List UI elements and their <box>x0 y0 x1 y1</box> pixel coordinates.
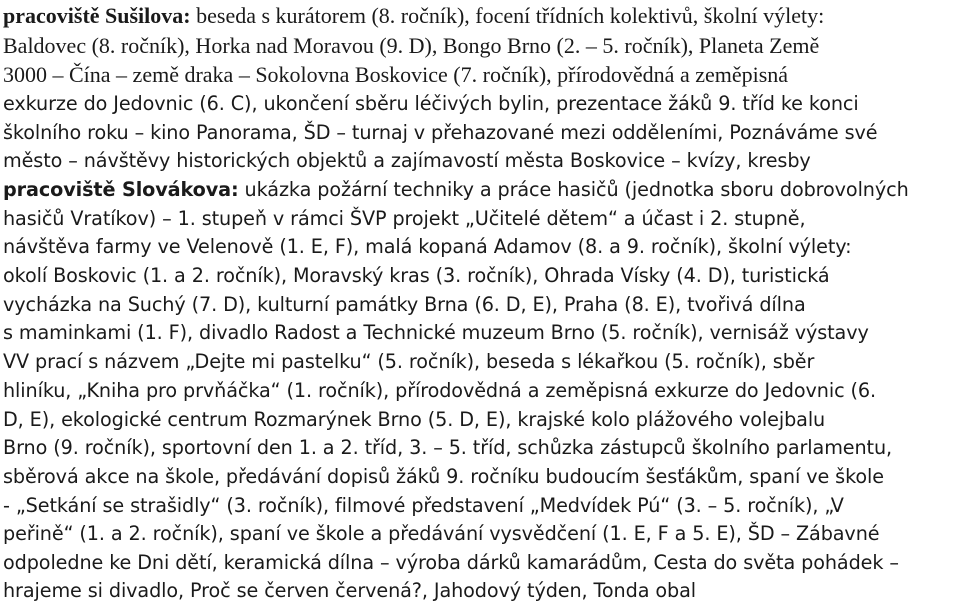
text-line: okolí Boskovic (1. a 2. ročník), Moravský kras (3. ročník), Ohrada Vísky (4. D), turistická <box>3 264 830 287</box>
text-line: hrajeme si divadlo, Proč se červen červená?, Jahodový týden, Tonda obal <box>3 579 696 602</box>
text-line: město – návštěvy historických objektů a zajímavostí města Boskovice – kvízy, kresby <box>3 149 811 172</box>
text-line: s maminkami (1. F), divadlo Radost a Technické muzeum Brno (5. ročník), vernisáž výstavy <box>3 321 869 344</box>
text-line: VV prací s názvem „Dejte mi pastelku“ (5. ročník), beseda s lékařkou (5. ročník), sběr <box>3 350 815 373</box>
text-line: pracoviště Slovákova: ukázka požární techniky a práce hasičů (jednotka sboru dobrovolných <box>3 178 909 201</box>
text-line: Baldovec (8. ročník), Horka nad Moravou (9. D), Bongo Brno (2. – 5. ročník), Planeta Země <box>3 33 820 58</box>
text-line: návštěva farmy ve Velenově (1. E, F), malá kopaná Adamov (8. a 9. ročník), školní výlety: <box>3 235 852 258</box>
text-line: sběrová akce na škole, předávání dopisů žáků 9. ročníku budoucím šesťákům, spaní ve škole <box>3 465 884 488</box>
text-line: odpoledne ke Dni dětí, keramická dílna – výroba dárků kamarádům, Cesta do světa pohádek – <box>3 551 899 574</box>
text-line: vycházka na Suchý (7. D), kulturní památky Brna (6. D, E), Praha (8. E), tvořivá dílna <box>3 293 806 316</box>
text-line: pracoviště Sušilova: beseda s kurátorem (8. ročník), focení třídních kolektivů, školní výlety: <box>3 3 825 28</box>
text-line: školního roku – kino Panorama, ŠD – turnaj v přehazované mezi odděleními, Poznáváme své <box>3 121 878 144</box>
text-line: exkurze do Jedovnic (6. C), ukončení sběru léčivých bylin, prezentace žáků 9. tříd ke konci <box>3 92 859 115</box>
section-heading-slovakova: pracoviště Slovákova: <box>3 178 239 201</box>
text-line: peřině“ (1. a 2. ročník), spaní ve škole a předávání vysvědčení (1. E, F a 5. E), ŠD – Zábavné <box>3 522 880 545</box>
section-heading-susilova: pracoviště Sušilova: <box>3 3 191 28</box>
text-line: hasičů Vratíkov) – 1. stupeň v rámci ŠVP projekt „Učitelé dětem“ a účast i 2. stupně, <box>3 207 806 230</box>
text-line: hliníku, „Kniha pro prvňáčka“ (1. ročník), přírodovědná a zeměpisná exkurze do Jedovnic (6. <box>3 379 877 402</box>
text-line: - „Setkání se strašidly“ (3. ročník), filmové představení „Medvídek Pú“ (3. – 5. ročník), „V <box>3 494 844 517</box>
text-line: 3000 – Čína – země draka – Sokolovna Boskovice (7. ročník), přírodovědná a zeměpisná <box>3 62 789 87</box>
text-line: Brno (9. ročník), sportovní den 1. a 2. tříd, 3. – 5. tříd, schůzka zástupců školního parlamentu, <box>3 436 893 459</box>
text-line: D, E), ekologické centrum Rozmarýnek Brno (5. D, E), krajské kolo plážového volejbalu <box>3 408 826 431</box>
